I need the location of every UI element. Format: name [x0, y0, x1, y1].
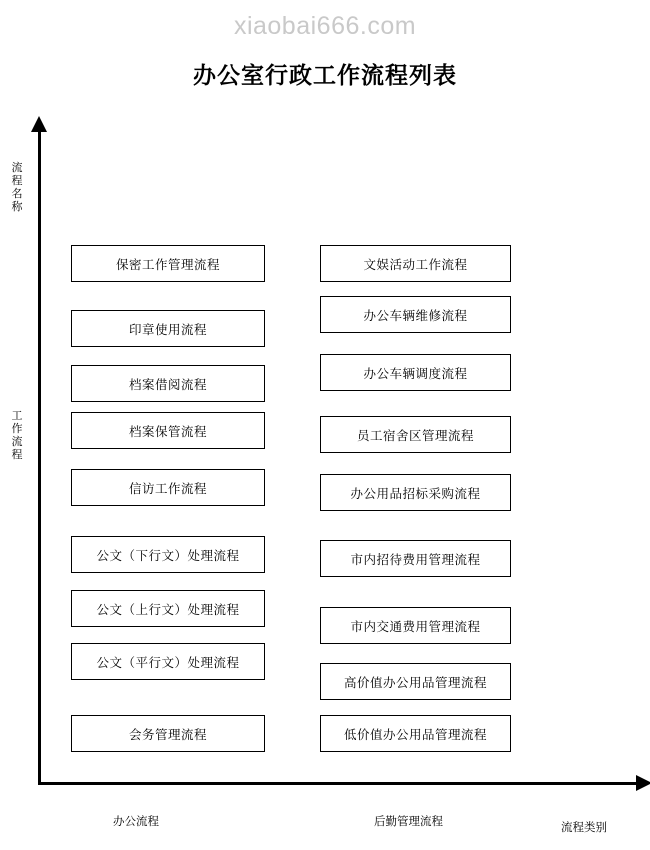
process-box[interactable]: 员工宿舍区管理流程 [320, 416, 511, 453]
y-axis-line [38, 130, 41, 785]
process-box[interactable]: 公文（下行文）处理流程 [71, 536, 265, 573]
process-box[interactable]: 会务管理流程 [71, 715, 265, 752]
process-box[interactable]: 低价值办公用品管理流程 [320, 715, 511, 752]
process-box[interactable]: 市内招待费用管理流程 [320, 540, 511, 577]
process-box[interactable]: 印章使用流程 [71, 310, 265, 347]
process-box[interactable]: 办公车辆维修流程 [320, 296, 511, 333]
page-title: 办公室行政工作流程列表 [193, 63, 457, 88]
process-box[interactable]: 市内交通费用管理流程 [320, 607, 511, 644]
process-box[interactable]: 文娱活动工作流程 [320, 245, 511, 282]
process-box[interactable]: 档案保管流程 [71, 412, 265, 449]
watermark-text: xiaobai666.com [233, 12, 417, 40]
y-axis-label-work-flow: 工作流程 [11, 410, 23, 461]
x-axis-category-logistics: 后勤管理流程 [374, 816, 443, 828]
x-axis-line [38, 782, 638, 785]
process-box[interactable]: 办公车辆调度流程 [320, 354, 511, 391]
process-box[interactable]: 保密工作管理流程 [71, 245, 265, 282]
x-axis-category-office: 办公流程 [113, 816, 159, 828]
process-box[interactable]: 公文（上行文）处理流程 [71, 590, 265, 627]
x-axis-arrow-icon [636, 775, 650, 791]
y-axis-label-process-name: 流程名称 [11, 162, 23, 213]
process-box[interactable]: 档案借阅流程 [71, 365, 265, 402]
process-box[interactable]: 信访工作流程 [71, 469, 265, 506]
y-axis-arrow-icon [31, 116, 47, 132]
process-box[interactable]: 办公用品招标采购流程 [320, 474, 511, 511]
x-axis-label-category: 流程类别 [561, 822, 607, 834]
process-box[interactable]: 公文（平行文）处理流程 [71, 643, 265, 680]
process-box[interactable]: 高价值办公用品管理流程 [320, 663, 511, 700]
